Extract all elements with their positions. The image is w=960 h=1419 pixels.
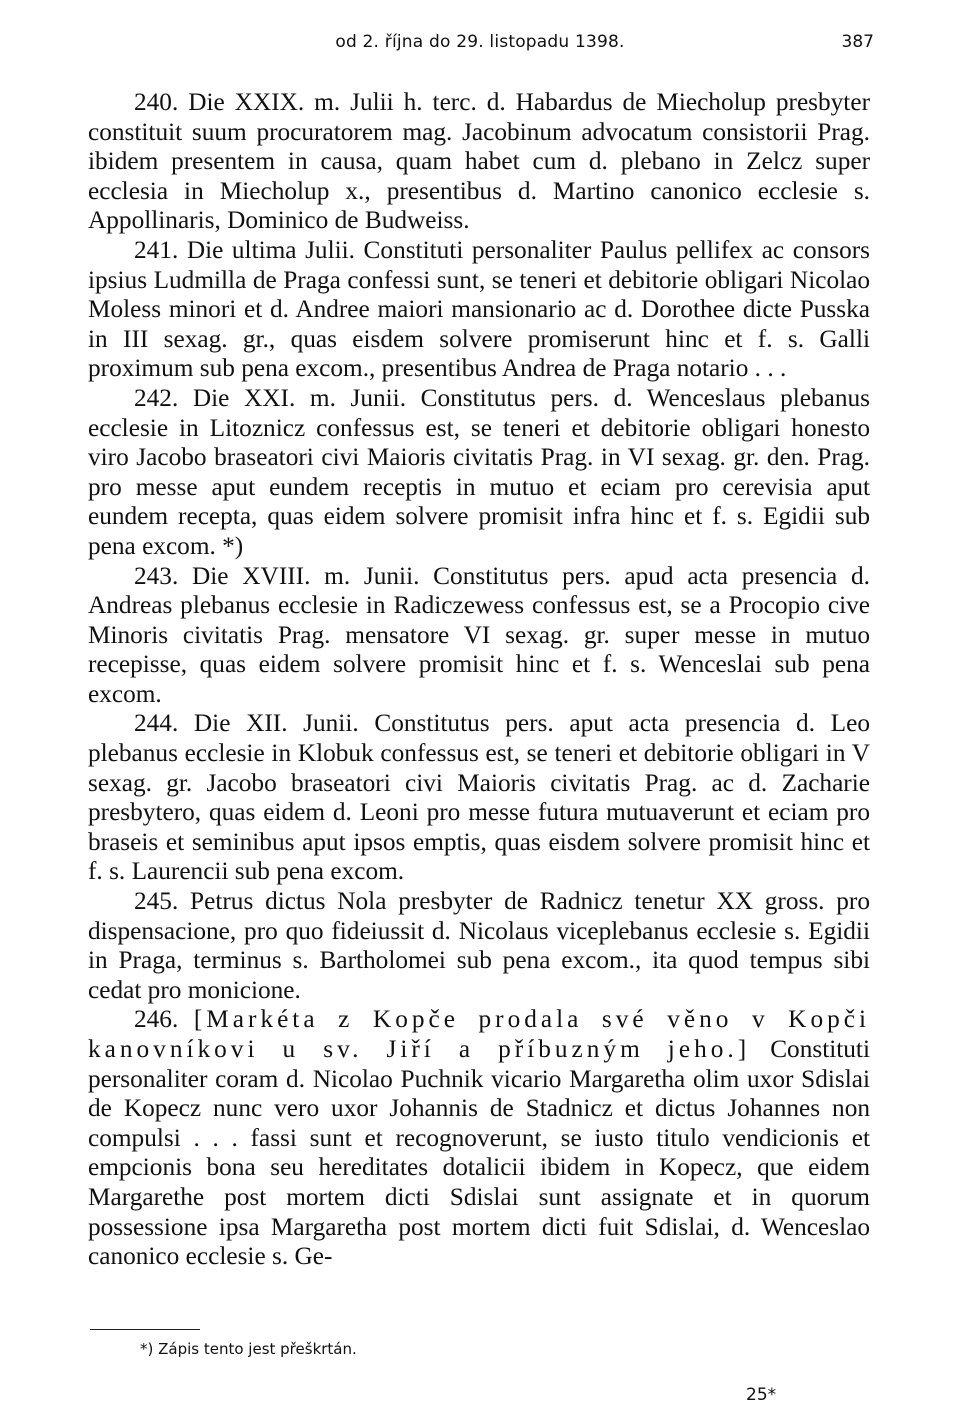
entry-246 bbox=[88, 1005, 870, 1271]
page-number: 387 bbox=[841, 32, 874, 52]
entry-246-czech-summary: [Markéta z Kopče prodala své věno v Kopči kanovníkovi u sv. Jiří a příbuzným jeho.] bbox=[88, 1005, 870, 1063]
running-head: od 2. října do 29. listopadu 1398. bbox=[335, 32, 625, 52]
signature-mark: 25* bbox=[746, 1385, 777, 1405]
footnote: *) Zápis tento jest přeškrtán. bbox=[140, 1340, 357, 1358]
entry-245: 245. Petrus dictus Nola presbyter de Radnicz tenetur XX gross. pro dispensacione, pro quo fideiussit d. Nicolaus viceplebanus ecclesie s. Egidii in Praga, terminus s. Bartholomei sub pena excom., ita quod tempus sibi cedat pro monicione. bbox=[88, 887, 870, 1004]
entry-241: 241. Die ultima Julii. Constituti personaliter Paulus pellifex ac consors ipsius Ludmilla de Praga confessi sunt, se teneri et debitorie obligari Nicolao Moless minori et d. Andree maiori mansionario ac d. Dorothee dicte Pusska in III sexag. gr., quas eisdem solvere promiserunt hinc et f. s. Galli proximum sub pena excom., presentibus Andrea de Praga notario . . . bbox=[88, 235, 870, 383]
entry-240: 240. Die XXIX. m. Julii h. terc. d. Habardus de Miecholup presbyter constituit suum procuratorem mag. Jacobinum advocatum consistorii Prag. ibidem presentem in causa, quam habet cum d. plebano in Zelcz super ecclesia in Miecholup x., presentibus d. Martino canonico ecclesie s. Appollinaris, Dominico de Budweiss. bbox=[88, 88, 870, 235]
footnote-divider bbox=[90, 1329, 200, 1330]
entry-246-text: Constituti personaliter coram d. Nicolao Puchnik vicario Margaretha olim uxor Sdislai de Kopecz nunc vero uxor Johannis de Stadnicz et dictus Johannes non compulsi . . . fassi sunt et recognoverunt, se iusto titulo vendicionis et empcionis bona seu hereditates dotalicii ibidem in Kopecz, que eidem Margarethe post mortem dicti Sdislai sunt assignate et in quorum possessione ipsa Margaretha post mortem dicti fuit Sdislai, d. Wenceslao canonico ecclesie s. Ge- bbox=[88, 1035, 870, 1271]
entry-246-number: 246. bbox=[134, 1005, 179, 1034]
page-header bbox=[0, 28, 960, 58]
body-text bbox=[88, 88, 870, 1272]
entry-242: 242. Die XXI. m. Junii. Constitutus pers. d. Wenceslaus plebanus ecclesie in Litoznicz confessus est, se teneri et debitorie obligari honesto viro Jacobo braseatori civi Maioris civitatis Prag. in VI sexag. gr. den. Prag. pro messe aput eundem receptis in mutuo et eciam pro cerevisia aput eundem recepta, quas eidem solvere promisit infra hinc et f. s. Egidii sub pena excom. *) bbox=[88, 383, 870, 560]
entry-244: 244. Die XII. Junii. Constitutus pers. aput acta presencia d. Leo plebanus ecclesie in Klobuk confessus est, se teneri et debitorie obligari in V sexag. gr. Jacobo braseatori civi Maioris civitatis Prag. ac d. Zacharie presbytero, quas eidem d. Leoni pro messe futura mutuaverunt et eciam pro braseis et seminibus aput ipsos emptis, quas eisdem solvere promisit hinc et f. s. Laurencii sub pena excom. bbox=[88, 709, 870, 886]
entry-243: 243. Die XVIII. m. Junii. Constitutus pers. apud acta presencia d. Andreas plebanus ecclesie in Radiczewess confessus est, se a Procopio cive Minoris civitatis Prag. mensatore VI sexag. gr. super messe in mutuo recepisse, quas eidem solvere promisit hinc et f. s. Wenceslai sub pena excom. bbox=[88, 561, 870, 708]
